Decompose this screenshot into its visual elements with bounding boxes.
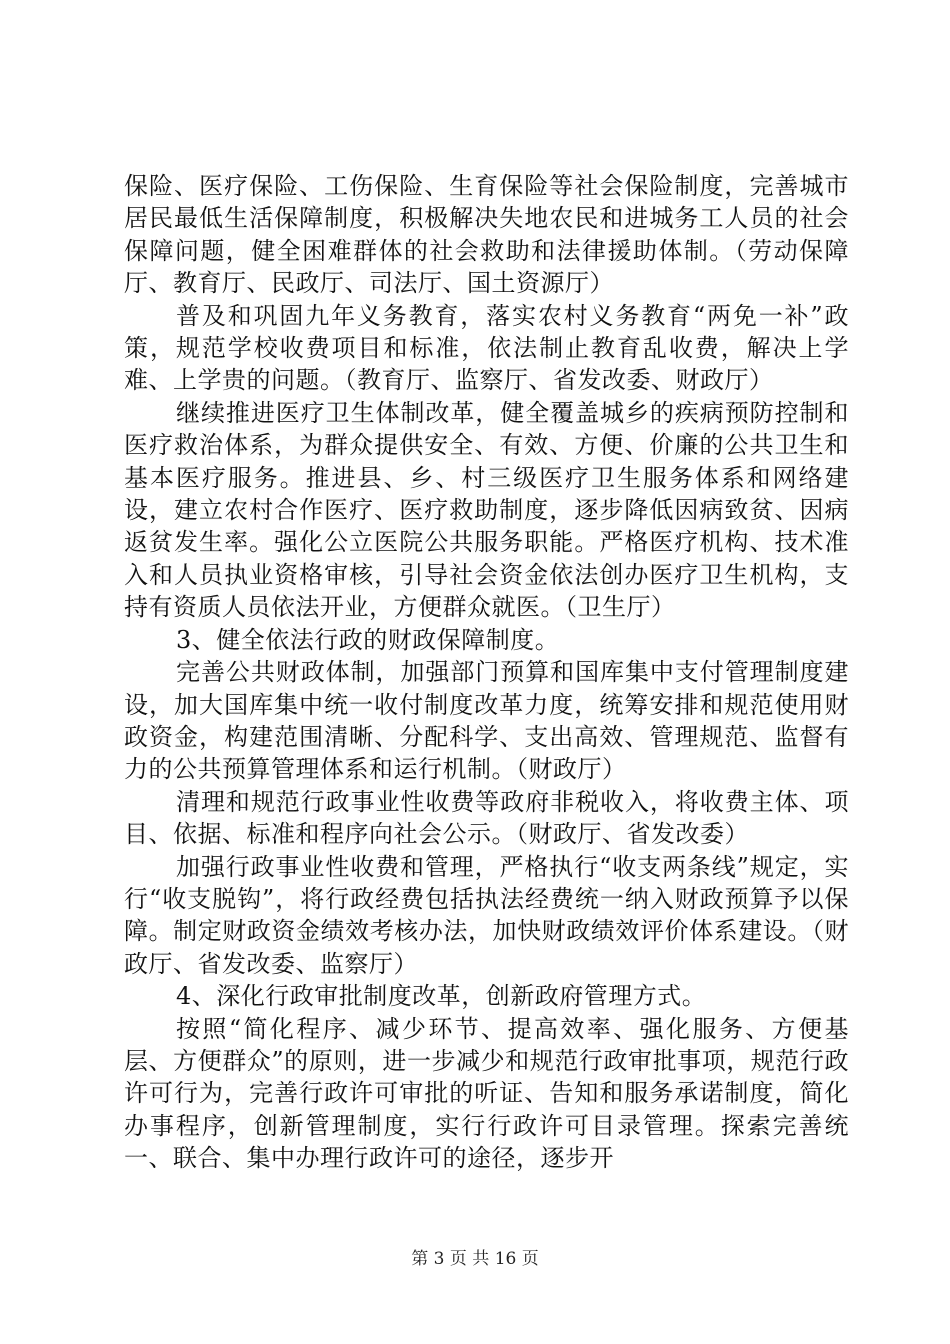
paragraph-compulsory-education: 普及和巩固九年义务教育，落实农村义务教育“两免一补”政策，规范学校收费项目和标准，依法制止教育乱收费，解决上学难、上学贵的问题。（教育厅、监察厅、省发改委、财政厅）	[124, 301, 849, 395]
document-body	[124, 170, 849, 1175]
section-heading-3: 3、健全依法行政的财政保障制度。	[176, 625, 560, 654]
paragraph-administrative-approval: 按照“简化程序、减少环节、提高效率、强化服务、方便基层、方便群众”的原则，进一步减少和规范行政审批事项，规范行政许可行为，完善行政许可审批的听证、告知和服务承诺制度，简化办事程序，创新管理制度，实行行政许可目录管理。探索完善统一、联合、集中办理行政许可的途径，逐步开	[124, 1014, 849, 1173]
paragraph-medical-reform: 继续推进医疗卫生体制改革，健全覆盖城乡的疾病预防控制和医疗救治体系，为群众提供安全、有效、方便、价廉的公共卫生和基本医疗服务。推进县、乡、村三级医疗卫生服务体系和网络建设，建立农村合作医疗、医疗救助制度，逐步降低因病致贫、因病返贫发生率。强化公立医院公共服务职能。严格医疗机构、技术准入和人员执业资格审核，引导社会资金依法创办医疗卫生机构，支持有资质人员依法开业，方便群众就医。（卫生厅）	[124, 398, 849, 622]
paragraph-non-tax-revenue: 清理和规范行政事业性收费等政府非税收入，将收费主体、项目、依据、标准和程序向社会公示。（财政厅、省发改委）	[124, 787, 849, 849]
page-number-footer: 第 3 页 共 16 页	[411, 1249, 539, 1269]
paragraph-fee-management: 加强行政事业性收费和管理，严格执行“收支两条线”规定，实行“收支脱钩”，将行政经费包括执法经费统一纳入财政预算予以保障。制定财政资金绩效考核办法，加快财政绩效评价体系建设。（财政厅、省发改委、监察厅）	[124, 852, 849, 978]
paragraph-public-finance: 完善公共财政体制，加强部门预算和国库集中支付管理制度建设，加大国库集中统一收付制度改革力度，统筹安排和规范使用财政资金，构建范围清晰、分配科学、支出高效、管理规范、监督有力的公共预算管理体系和运行机制。（财政厅）	[124, 658, 849, 784]
paragraph-social-insurance: 保险、医疗保险、工伤保险、生育保险等社会保险制度，完善城市居民最低生活保障制度，积极解决失地农民和进城务工人员的社会保障问题，健全困难群体的社会救助和法律援助体制。（劳动保障厅、教育厅、民政厅、司法厅、国土资源厅）	[124, 172, 849, 298]
section-heading-4: 4、深化行政审批制度改革，创新政府管理方式。	[176, 982, 707, 1011]
